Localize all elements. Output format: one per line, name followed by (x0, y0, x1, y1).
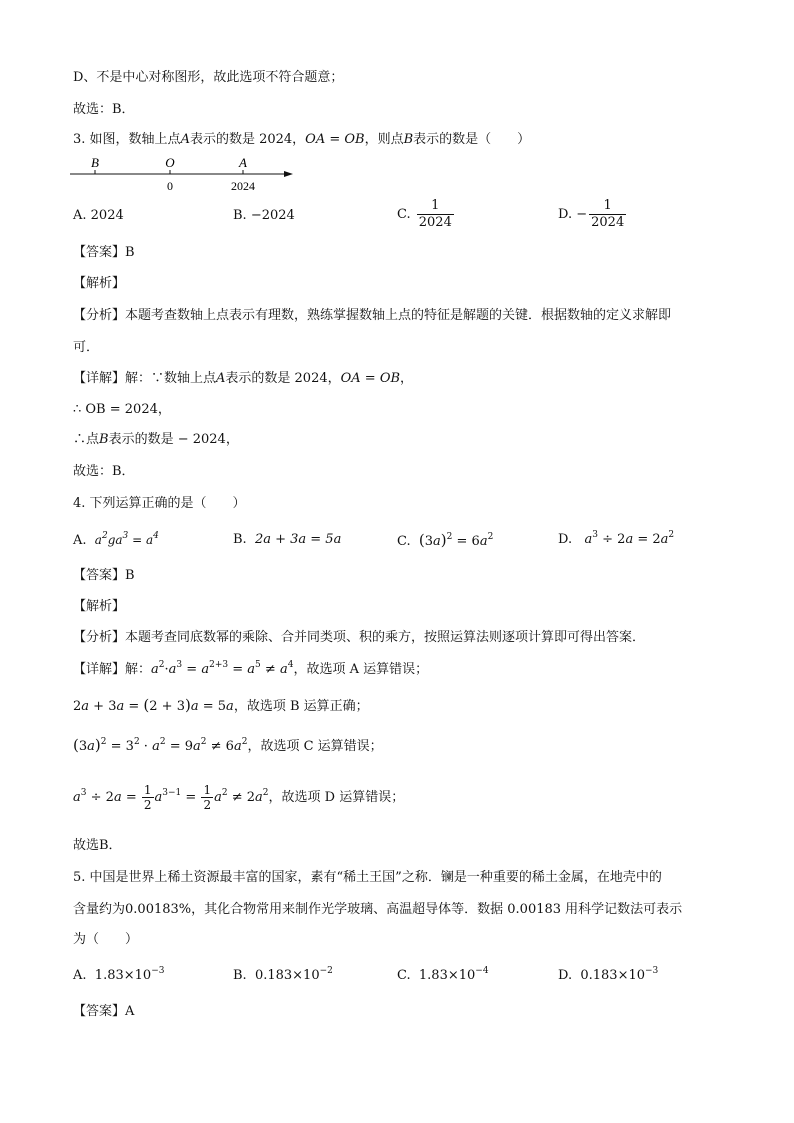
detail-line: ∴ OB = 2024， (73, 402, 171, 417)
answer-label: 【答案】B (73, 245, 135, 260)
analysis-text: 【分析】本题考查同底数幂的乘除、合并同类项、积的乘方，按照运算法则逐项计算即可得出答案． (73, 630, 646, 645)
detail-text: ，故选项 C 运算错误； (247, 739, 383, 754)
option-label: C. (397, 534, 411, 549)
math-expression: $a^3 \div 2a$ = $\frac{1}{2}$ $a^{3-1}$ = $\frac{1}{2}$ $a^2 \ne 2a^2$ (73, 783, 269, 812)
number-line-figure (68, 155, 308, 197)
detail-line (73, 695, 369, 717)
arrow-icon (284, 171, 293, 177)
expression: 2a + 3a = 5a (254, 532, 342, 547)
option-label: A. (73, 968, 87, 983)
analysis-text: 可． (73, 340, 100, 355)
option-label: D. − (558, 207, 588, 222)
option-d: D. $a^3 \div 2a = 2a^2$ (558, 530, 675, 547)
exponent: −3 (645, 966, 659, 976)
detail-text: 表示的数是 − 2024， (108, 432, 239, 447)
answer-label: 【答案】A (73, 1004, 135, 1019)
detail-text: ∴点 (73, 432, 100, 447)
sci-value: 1.83×10 (418, 968, 476, 983)
point-a-label: A (239, 155, 247, 170)
option-b (233, 966, 333, 986)
value-label: 2024 (231, 179, 255, 193)
detail-line (73, 369, 413, 389)
option-label: B. (233, 532, 247, 547)
exponent: −2 (319, 966, 333, 976)
option-label: B. (233, 968, 247, 983)
question-text: 如图，数轴上点 (89, 132, 181, 147)
detail-text: ， (400, 371, 414, 386)
text-line: D、不是中心对称图形，故此选项不符合题意； (73, 70, 344, 85)
numerator: 1 (589, 198, 626, 215)
option-d (558, 966, 658, 986)
denominator: 2024 (591, 215, 625, 230)
option-label: C. (397, 968, 411, 983)
sci-value: 1.83×10 (94, 968, 152, 983)
option-c: C. $(3a)^2 = 6a^2$ (397, 531, 494, 549)
question-text: ，则点 (364, 132, 404, 147)
detail-line (73, 781, 404, 815)
option-label: D. (558, 532, 573, 547)
point-label: B (403, 132, 414, 147)
question-5: 5. 中国是世界上稀土资源最丰富的国家，素有“稀土王国”之称．镧是一种重要的稀土金属，在地壳中的 (73, 870, 662, 885)
detail-text: 表示的数是 2024， (225, 371, 341, 386)
detail-text: 【详解】解：∵数轴上点 (73, 371, 217, 386)
text-line: 故选：B． (73, 102, 135, 117)
point-label: A (180, 132, 190, 147)
question-text: 表示的数是（ ） (413, 132, 531, 147)
option-d (558, 198, 628, 231)
percentage-value: 0.00183% (125, 902, 192, 917)
detail-line (73, 430, 239, 450)
question-text: ，其化合物常用来制作光学玻璃、高温超导体等．数据 0.00183 用科学记数法可表示 (191, 902, 683, 917)
math-expression: 2a + 3a = (2 + 3)a = 5a (73, 696, 234, 714)
exponent: −3 (151, 966, 165, 976)
question-3 (73, 130, 530, 150)
point-label: A (216, 371, 226, 386)
analysis-label: 【解析】 (73, 276, 126, 291)
option-a: A. $a^2ga^3 = a^4$ (73, 531, 159, 548)
detail-text: ，故选项 A 运算错误； (293, 662, 429, 677)
detail-text: ，故选项 D 运算错误； (268, 790, 405, 805)
option-label: D. (558, 968, 573, 983)
option-a (73, 966, 164, 986)
question-text: 表示的数是 2024， (189, 132, 306, 147)
equation: OA = OB (305, 132, 365, 147)
option-label: C. (397, 207, 411, 222)
fraction (589, 198, 626, 231)
numerator: 1 (417, 198, 454, 215)
question-5-cont (73, 900, 682, 920)
option-b (233, 530, 341, 550)
sci-value: 0.183×10 (580, 968, 646, 983)
analysis-label: 【解析】 (73, 599, 126, 614)
question-5-cont: 为（ ） (73, 932, 139, 947)
point-o-label: O (165, 155, 175, 170)
question-number: 3. (73, 132, 86, 147)
question-4: 4. 下列运算正确的是（ ） (73, 496, 246, 511)
answer-label: 【答案】B (73, 568, 135, 583)
detail-text: 【详解】解： (73, 662, 152, 677)
detail-text: ，故选项 B 运算正确； (233, 699, 369, 714)
point-b-label: B (91, 155, 99, 170)
analysis-text: 【分析】本题考查数轴上点表示有理数，熟练掌握数轴上点的特征是解题的关键．根据数轴的定义求解即 (73, 308, 672, 323)
detail-line: 故选B． (73, 838, 122, 853)
detail-line: 故选：B． (73, 464, 135, 479)
math-expression: $(3a)^2 = 3^2 \cdot a^2 = 9a^2 \ne 6a^2$ (73, 736, 248, 754)
exponent: −4 (475, 966, 489, 976)
option-b: B. −2024 (233, 208, 295, 223)
detail-line (73, 660, 428, 680)
option-c (397, 198, 456, 231)
equation: OA = OB (340, 371, 401, 386)
math-expression: $a^2\cdot a^3 = a^{2+3} = a^5 \ne a^4$ (151, 660, 294, 677)
option-a: A. 2024 (73, 208, 124, 223)
point-label: B (99, 432, 109, 447)
question-text: 含量约为 (73, 902, 126, 917)
detail-line (73, 735, 383, 757)
zero-label: 0 (167, 179, 173, 193)
option-c (397, 966, 489, 986)
sci-value: 0.183×10 (254, 968, 320, 983)
denominator: 2024 (418, 215, 452, 230)
fraction (417, 198, 454, 231)
option-label: A. (73, 533, 87, 548)
